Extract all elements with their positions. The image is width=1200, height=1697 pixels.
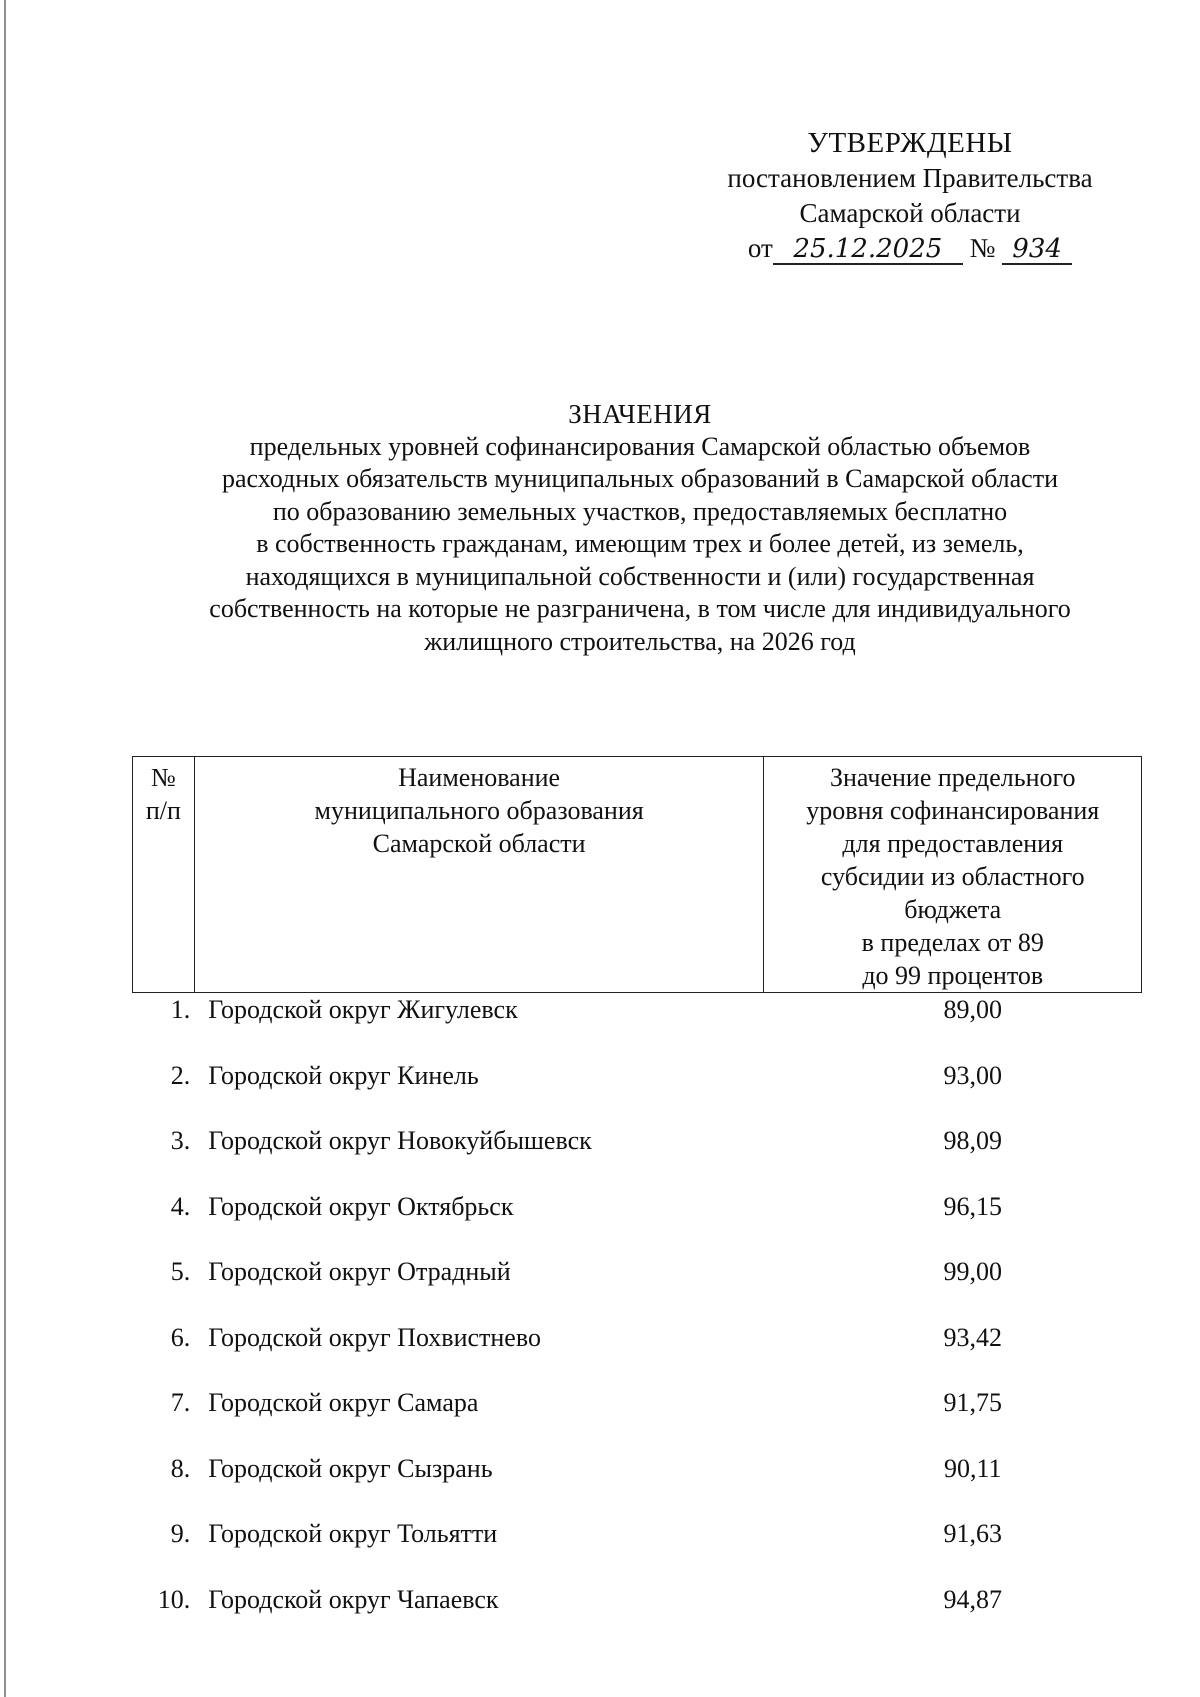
header-name-line: муниципального образования: [314, 796, 644, 825]
row-number: 4.: [170, 1191, 191, 1221]
approval-date-number-line: [700, 231, 1120, 266]
row-number: 3.: [170, 1126, 191, 1155]
header-municipality-name: [194, 757, 764, 993]
title-line: предельных уровней софинансирования Самарской областью объемов: [249, 431, 1031, 461]
title-line: в собственность гражданам, имеющим трех и более детей, из земель,: [256, 529, 1024, 558]
table-row: [133, 993, 1142, 1059]
table-row: [133, 1124, 1142, 1190]
table-row: [133, 1059, 1142, 1125]
row-number: 5.: [170, 1257, 191, 1286]
header-number: [133, 757, 195, 993]
row-municipality: Городской округ Кинель: [208, 1060, 479, 1090]
header-value-line: до 99 процентов: [862, 961, 1044, 990]
row-value: 90,11: [943, 1453, 1002, 1483]
handwritten-date: 25.12.2025: [773, 235, 963, 265]
approval-heading: УТВЕРЖДЕНЫ: [807, 127, 1013, 159]
row-municipality: Городской округ Жигулевск: [208, 995, 518, 1024]
row-number: 7.: [170, 1388, 191, 1417]
row-number: 6.: [170, 1322, 191, 1352]
header-name-line: Самарской области: [372, 829, 586, 858]
row-number: 1.: [170, 995, 191, 1024]
table-row: [133, 1255, 1142, 1321]
title-line: расходных обязательств муниципальных образований в Самарской области: [222, 464, 1058, 493]
from-prefix: от: [747, 233, 773, 263]
cofinancing-limits-table: [132, 756, 1142, 1648]
approval-line-1: постановлением Правительства: [727, 163, 1093, 193]
table-row: [133, 1583, 1142, 1649]
scan-page-edge: [4, 0, 6, 1697]
approval-line-2: Самарской области: [799, 198, 1021, 228]
row-value: 99,00: [943, 1257, 1002, 1286]
table-row: [133, 1517, 1142, 1583]
row-value: 98,09: [943, 1126, 1002, 1155]
row-municipality: Городской округ Октябрьск: [208, 1191, 514, 1221]
table-row: [133, 1386, 1142, 1452]
header-value-line: уровня софинансирования: [806, 796, 1100, 825]
header-number-line: №: [150, 763, 176, 792]
row-number: 9.: [170, 1519, 191, 1548]
handwritten-number: 934: [1002, 235, 1072, 265]
title-line: находящихся в муниципальной собственности и (или) государственная: [245, 561, 1035, 591]
approval-stamp-block: [700, 126, 1120, 266]
row-municipality: Городской округ Отрадный: [208, 1257, 511, 1286]
header-name-line: Наименование: [398, 763, 561, 792]
table-row: [133, 1321, 1142, 1387]
header-value-line: в пределах от 89: [861, 928, 1044, 957]
title-line: жилищного строительства, на 2026 год: [424, 626, 856, 656]
title-line: собственность на которые не разграничена, в том числе для индивидуального: [209, 594, 1071, 623]
document-title: ЗНАЧЕНИЯ: [568, 399, 712, 429]
table-row: [133, 1452, 1142, 1518]
row-municipality: Городской округ Чапаевск: [208, 1584, 499, 1614]
row-value: 93,00: [943, 1060, 1002, 1090]
header-cofinancing-value: [764, 757, 1142, 993]
header-value-line: для предоставления: [842, 829, 1064, 858]
document-title-block: [140, 398, 1140, 658]
number-sign: №: [969, 233, 996, 263]
row-value: 93,42: [943, 1322, 1002, 1352]
row-number: 8.: [170, 1453, 191, 1483]
header-value-line: субсидии из областного: [820, 862, 1085, 891]
row-municipality: Городской округ Сызрань: [208, 1453, 493, 1483]
row-value: 91,75: [943, 1388, 1002, 1417]
row-value: 94,87: [943, 1584, 1002, 1614]
row-number: 10.: [157, 1584, 191, 1614]
row-value: 89,00: [943, 995, 1002, 1024]
header-value-line: Значение предельного: [829, 763, 1076, 792]
row-municipality: Городской округ Тольятти: [208, 1519, 498, 1548]
header-value-line: бюджета: [904, 895, 1002, 924]
row-number: 2.: [170, 1060, 191, 1090]
title-line: по образованию земельных участков, предоставляемых бесплатно: [272, 496, 1008, 526]
row-value: 91,63: [943, 1519, 1002, 1548]
header-number-line: п/п: [145, 796, 181, 825]
table-header-row: [133, 757, 1142, 993]
table-row: [133, 1190, 1142, 1256]
row-value: 96,15: [943, 1191, 1002, 1221]
row-municipality: Городской округ Новокуйбышевск: [208, 1126, 592, 1155]
row-municipality: Городской округ Самара: [208, 1388, 479, 1417]
row-municipality: Городской округ Похвистнево: [208, 1322, 541, 1352]
